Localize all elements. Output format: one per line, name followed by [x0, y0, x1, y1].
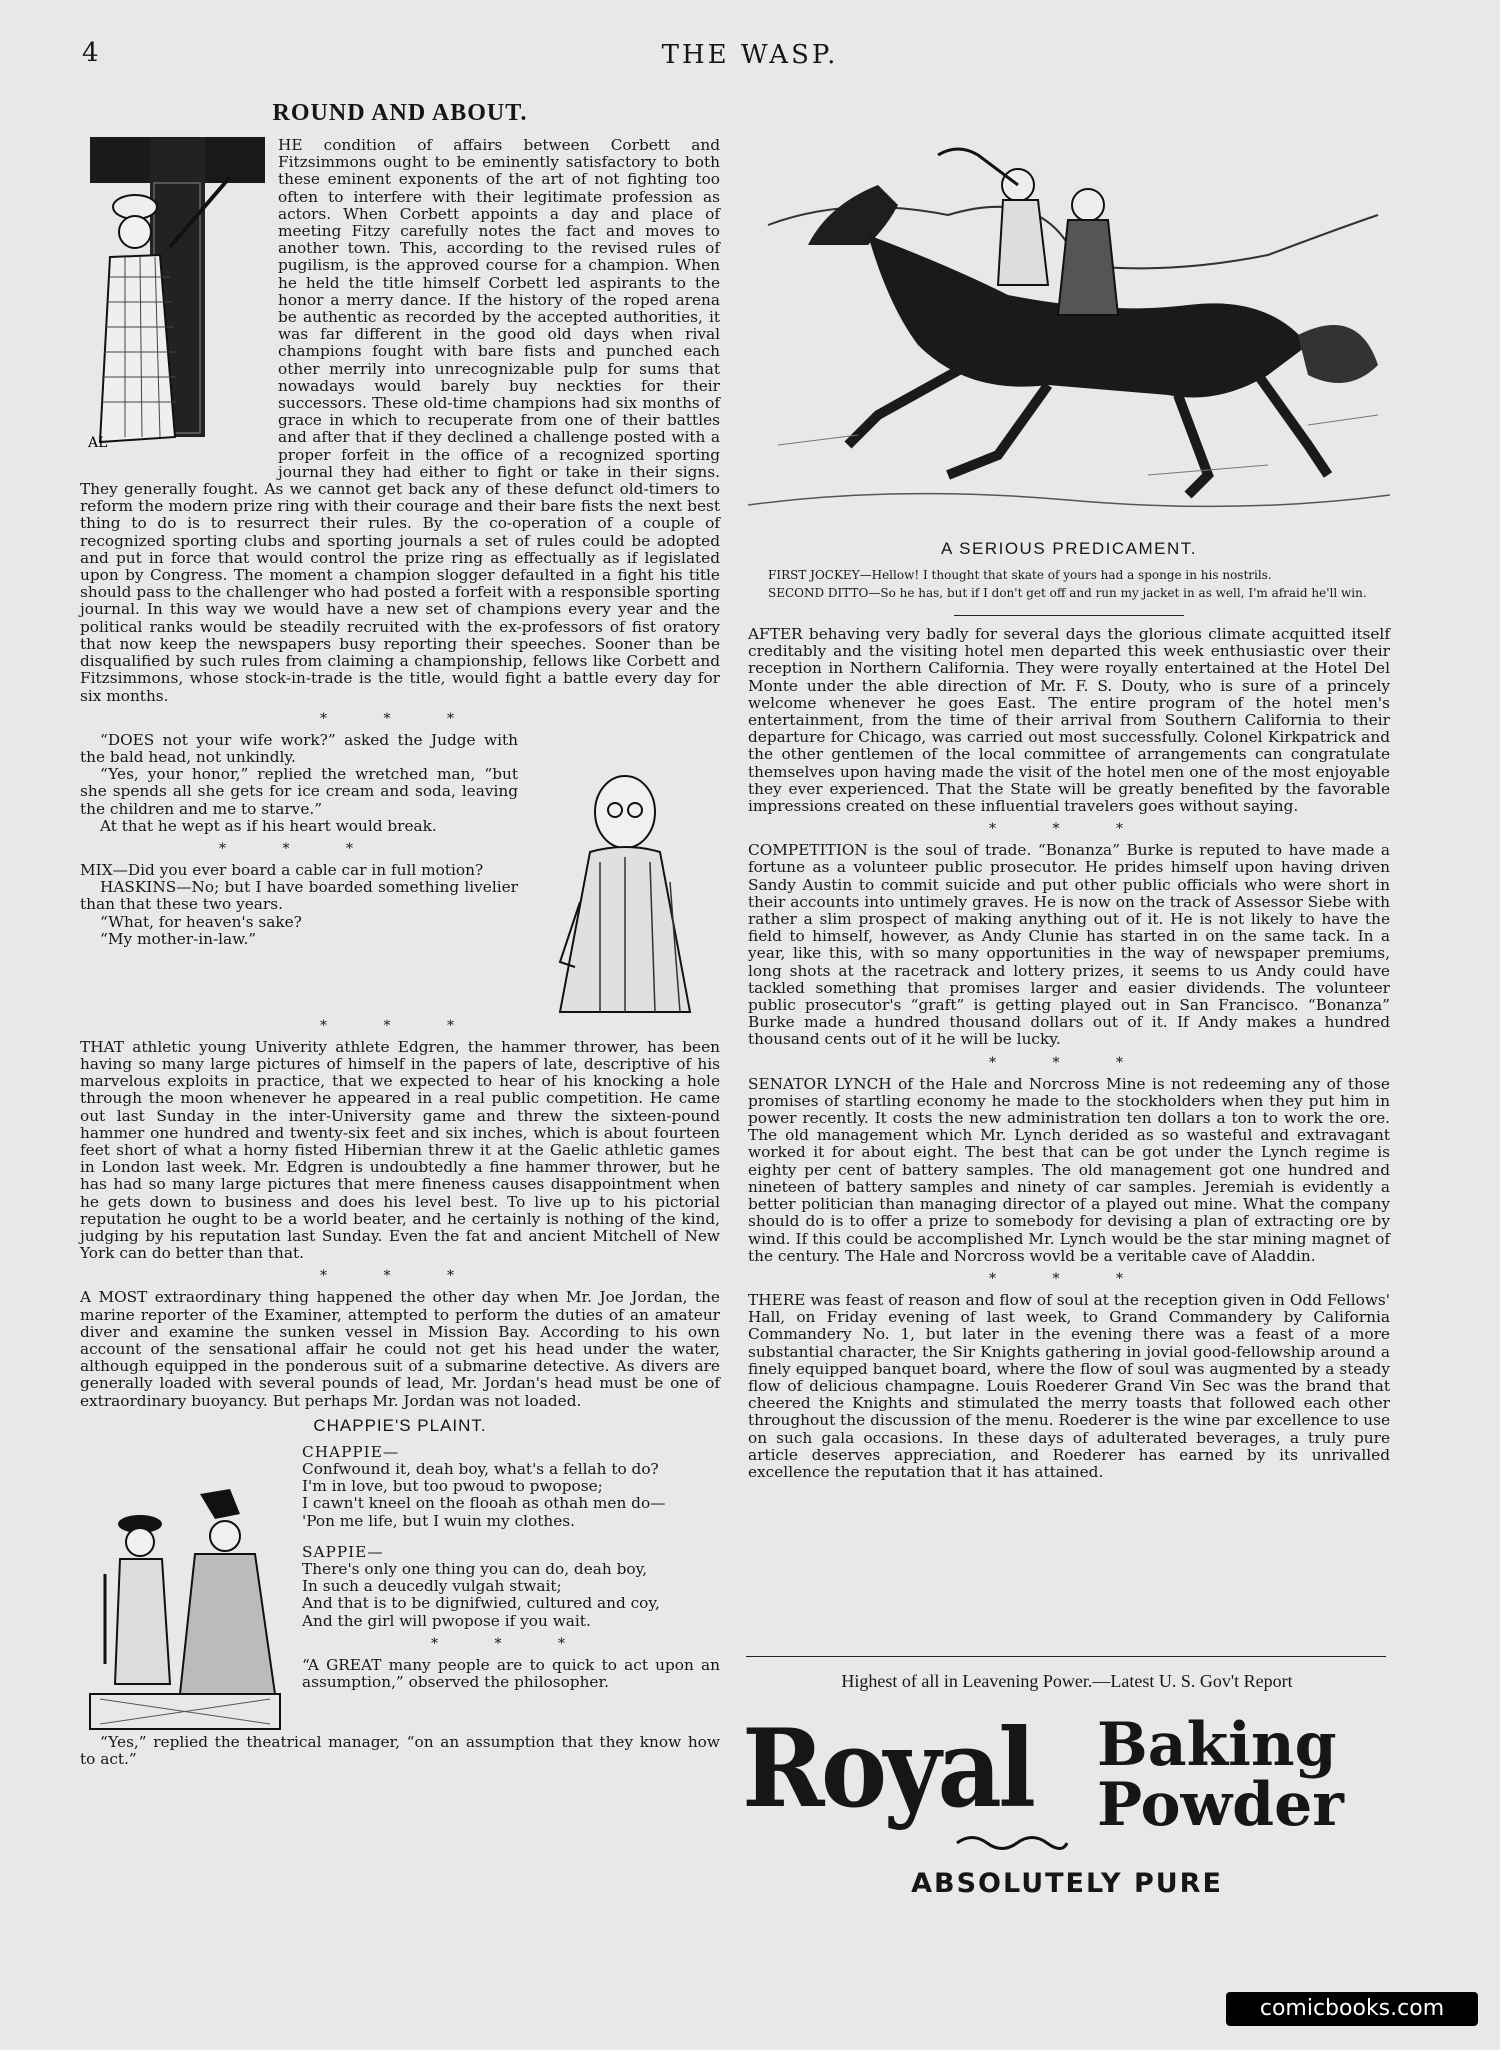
- article-hotel-men: AFTER behaving very badly for several days the glorious climate acquitted itself creditably and the visiting hotel men departed this week enthusiastic over their reception in Northern California. They were royally entertained at the Hotel Del Monte under the able direction of Mr. F. S. Douty, who is sure of a princely welcome whenever he goes East. The entire program of the hotel men's entertainment, from the time of their arrival from Southern California to their departure for Chicago, was carried out most successfully. Colonel Kirkpatrick and the other gentlemen of the local committee of arrangements can congratulate themselves upon having made the visit of the hotel men one of the most enjoyable they ever experienced. That the State will be greatly benefited by the favorable impressions created on these influential travelers goes without saying.: [748, 625, 1390, 816]
- article-reception: THERE was feast of reason and flow of soul at the reception given in Odd Fellows' Hall, on Friday evening of last week, to Grand Commandery by California Commandery No. 1, but later in the evening there was a feast of a more substantial character, the Sir Knights gathering in jovial good-fellowship around a finely equipped banquet board, where the flow of soul was augmented by a steady flow of delicious champagne. Louis Roederer Grand Vin Sec was the brand that cheered the Knights and stimulated the merry toasts that followed each other throughout the discussion of the menu. Roederer is the wine par excellence to use on such gala occasions. In these days of adulterated beverages, a truly pure article deserves appreciation, and Roederer has earned by its unrivalled excellence the reputation that it has attained.: [748, 1290, 1390, 1481]
- joke-manager: “Yes,” replied the theatrical manager, “on an assumption that they know how to act.”: [80, 1732, 720, 1768]
- poem-title: CHAPPIE'S PLAINT.: [313, 1415, 487, 1435]
- illustration-caption: SECOND DITTO—So he has, but if I don't get off and run my jacket in as well, I'm afraid he'll win.: [768, 586, 1367, 600]
- racehorse-illustration: [748, 145, 1390, 525]
- poem-line: 'Pon me life, but I wuin my clothes.: [302, 1511, 575, 1530]
- left-column: [80, 100, 720, 1768]
- joke-philosopher: “A GREAT many people are to quick to act upon an assumption,” observed the philosopher.: [302, 1655, 720, 1691]
- joke-mix-q2: “What, for heaven's sake?: [100, 912, 302, 931]
- ad-brand-block: [742, 1704, 1392, 1864]
- article-judge-end: At that he wept as if his heart would break.: [100, 816, 437, 835]
- illustration-caption: FIRST JOCKEY—Hellow! I thought that skate of yours had a sponge in his nostrils.: [768, 568, 1272, 582]
- ornament-icon: [952, 1832, 1072, 1854]
- ad-brand-royal: Royal: [742, 1706, 1033, 1832]
- poem-line: And the girl will pwopose if you wait.: [302, 1611, 591, 1630]
- article-senator-lynch: SENATOR LYNCH of the Hale and Norcross Mine is not redeeming any of those promises of startling economy he made to the stockholders when they put him in power recently. It costs the new administration ten dollars a ton to work the ore. The old management which Mr. Lynch derided as so wasteful and extravagant worked it for about eight. The best that can be got under the Lynch regime is eighty per cent of battery samples. The old management got one hundred and nineteen of battery samples and ninety of car samples. Jeremiah is evidently a better politician than managing director of a played out mine. What the company should do is to offer a prize to somebody for devising a plan of extracting ore by wind. If this could be accomplished Mr. Lynch would be the star mining magnet of the century. The Hale and Norcross wovld be a veritable cave of Aladdin.: [748, 1074, 1390, 1265]
- masthead-title: THE WASP.: [661, 40, 839, 70]
- article-judge-q: “DOES not your wife work?” asked the Judge with the bald head, not unkindly.: [80, 730, 518, 766]
- article-judge-a: “Yes, your honor,” replied the wretched man, “but she spends all she gets for ice cream and soda, leaving the children and me to starve.”: [80, 765, 518, 818]
- separator-stars: * * *: [989, 1054, 1149, 1071]
- article-edgren: THAT athletic young Univerity athlete Edgren, the hammer thrower, has been having so many large pictures of himself in the papers of late, descriptive of his marvelous exploits in practice, that we expected to hear of his knocking a hole through the moon whenever he appeared in a real public competition. He came out last Sunday in the inter-University game and threw the sixteen-pound hammer one hundred and twenty-six feet and six inches, which is about fourteen feet short of what a horny fisted Hibernian threw it at the Gaelic athletic games in London last week. Mr. Edgren is undoubtedly a fine hammer thrower, but he has had so many large pictures that mere fineness causes disappointment when he gets down to business and does his level best. To live up to his pictorial reputation he ought to be a world beater, and he certainly is nothing of the kind, judging by his reputation last Sunday. Even the fat and ancient Mitchell of New York can do better than that.: [80, 1037, 720, 1263]
- dropcap-t-illustration: [80, 137, 268, 467]
- separator-stars: * * *: [320, 1268, 480, 1285]
- ad-tagline: Highest of all in Leavening Power.—Latest U. S. Gov't Report: [841, 1671, 1293, 1691]
- poem-line: I cawn't kneel on the flooah as othah men do—: [302, 1494, 666, 1513]
- article-competition: COMPETITION is the soul of trade. “Bonanza” Burke is reputed to have made a fortune as a volunteer public prosecutor. He prides himself upon having driven Sandy Austin to commit suicide and put other public officials who were short in their accounts into untimely graves. He is now on the track of Assessor Siebe with rather a slim prospect of making anything out of it. He is not likely to have the field to himself, however, as Andy Clunie has started in on the same tack. In a year, like this, with so many opportunities in the way of newspaper premiums, long shots at the racetrack and lottery prizes, it seems to us Andy could have tackled something that promises larger and easier dividends. The volunteer public prosecutor's “graft” is getting played out in San Francisco. “Bonanza” Burke made a hundred thousand dollars out of it. If Andy makes a hundred thousand cents out of it he will be lucky.: [748, 841, 1390, 1049]
- chappie-illustration: [80, 1484, 290, 1734]
- poem-line: In such a deucedly vulgah stwait;: [302, 1577, 562, 1596]
- speaker-chappie: CHAPPIE—: [302, 1442, 400, 1461]
- joke-haskins-a: HASKINS—No; but I have boarded something livelier than that these two years.: [80, 878, 518, 914]
- poem-line: Confwound it, deah boy, what's a fellah to do?: [302, 1459, 659, 1478]
- ad-brand-baking: Baking: [1097, 1710, 1337, 1780]
- article-corbett: HE condition of affairs between Corbett and Fitzsimmons ought to be eminently satisfactory to both these eminent exponents of the art of not fighting too often to interfere with their legitimate profession as actors. When Corbett appoints a day and place of meeting Fitzy carefully notes the fact and moves to another town. This, according to the revised rules of pugilism, is the approved course for a champion. When he held the title himself Corbett led aspirants to the honor a merry dance. If the history of the roped arena be authentic as recorded by the accepted authorities, it was far different in the good old days when rival champions fought with bare fists and punched each other merrily into unrecognizable pulp for sums that nowadays would barely buy neckties for their successors. These old-time champions had six months of grace in which to recuperate from one of their battles and after that if they declined a challenge posted with a proper forfeit in the office of a recognized sporting journal they had either to fight or take in their signs. They generally fought. As we cannot get back any of these defunct old-timers to reform the modern prize ring with their courage and their bare fists the next best thing to do is to resurrect their rules. By the co-operation of a couple of recognized sporting clubs and sporting journals a set of rules could be adopted and put in force that would control the prize ring as effectually as if legislated upon by Congress. The moment a champion slogger defaulted in a fight his title should pass to the challenger who had posted a forfeit with a responsible sporting journal. In this way we would have a new set of champions every year and the political ranks would be steadily recruited with the ex-professors of fist oratory that now keep the newspapers busy reporting their speeches. Sooner than be disqualified by such rules from claiming a championship, fellows like Corbett and Fitzsimmons, whose stock-in-trade is the title, would fight a battle every day for six months.: [80, 136, 720, 705]
- speaker-sappie: SAPPIE—: [302, 1542, 384, 1561]
- illustration-title: A SERIOUS PREDICAMENT.: [941, 539, 1197, 558]
- separator-stars: * * *: [320, 710, 480, 727]
- separator-stars: * * *: [320, 1017, 480, 1034]
- svg-text:AL: AL: [88, 435, 108, 451]
- separator-stars: * * *: [431, 1635, 591, 1652]
- poem-line: There's only one thing you can do, deah boy,: [302, 1559, 648, 1578]
- judge-illustration: [530, 762, 720, 1014]
- poem-line: And that is to be dignifwied, cultured and coy,: [302, 1594, 660, 1613]
- watermark-logo: comicbooks.com: [1226, 1992, 1478, 2026]
- ad-brand-powder: Powder: [1097, 1770, 1344, 1840]
- page-number: 4: [82, 38, 99, 68]
- separator-stars: * * *: [219, 840, 379, 857]
- joke-mix-q: MIX—Did you ever board a cable car in full motion?: [80, 860, 484, 879]
- right-column: [748, 145, 1390, 1481]
- section-title: ROUND AND ABOUT.: [272, 100, 528, 126]
- separator-stars: * * *: [989, 821, 1149, 838]
- royal-baking-powder-ad: [742, 1656, 1392, 1899]
- article-jordan: A MOST extraordinary thing happened the other day when Mr. Joe Jordan, the marine reporter of the Examiner, attempted to perform the duties of an amateur diver and examine the sunken vessel in Mission Bay. According to his own account of the sensational affair he could not get his head under the water, although equipped in the ponderous suit of a submarine detective. As divers are generally loaded with several pounds of lead, Mr. Jordan's head must be one of extraordinary buoyancy. But perhaps Mr. Jordan was not loaded.: [80, 1288, 720, 1410]
- ad-slogan: ABSOLUTELY PURE: [911, 1868, 1223, 1899]
- divider: [954, 615, 1184, 616]
- divider: [746, 1656, 1386, 1657]
- joke-haskins-a2: “My mother-in-law.”: [100, 929, 257, 948]
- separator-stars: * * *: [989, 1270, 1149, 1287]
- poem-line: I'm in love, but too pwoud to pwopose;: [302, 1477, 603, 1496]
